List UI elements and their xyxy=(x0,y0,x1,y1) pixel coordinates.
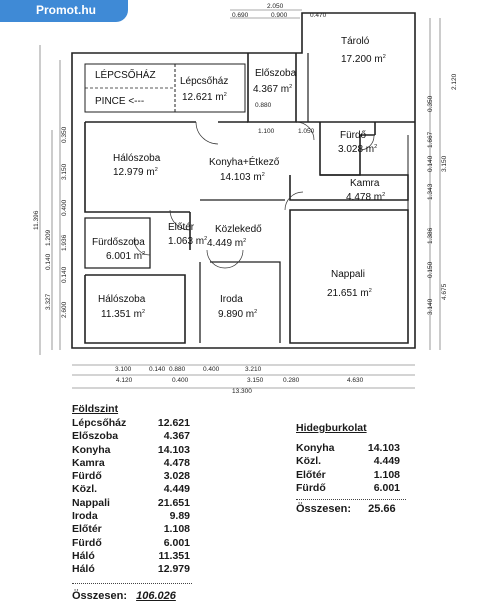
room-area-nappali: 21.651 $m^2$ xyxy=(327,288,372,299)
room-area-tarolo: 17.200 $m^2$ xyxy=(341,54,386,65)
room-area-furdoszoba: 6.001 $m^2$ xyxy=(106,251,146,262)
dim-left-1209: 1.209 xyxy=(45,229,52,246)
row-value: 21.651 xyxy=(157,496,190,509)
room-name-konyha: Konyha+Étkező xyxy=(209,157,280,168)
room-area-eloter: 1.063 $m^2$ xyxy=(168,236,208,247)
room-label-stairs: LÉPCSŐHÁZ xyxy=(95,70,156,81)
row-value: 14.103 xyxy=(157,443,190,456)
room-name-furdo: Fürdő xyxy=(340,130,367,141)
row-value: 6.001 xyxy=(163,536,190,549)
dim-bottom-row1-3: 0.400 xyxy=(203,366,220,373)
table-row xyxy=(296,482,400,495)
dim-left-3150: 3.150 xyxy=(61,163,68,180)
row-value: 12.621 xyxy=(157,417,190,429)
table-row xyxy=(296,455,400,468)
dim-left-0350: 0.350 xyxy=(61,126,68,143)
room-name-eloter: Előtér xyxy=(168,222,195,233)
dim-left-2600: 2.600 xyxy=(61,301,68,318)
dim-bottom-row2-1: 0.400 xyxy=(172,377,189,384)
room-name-kamra: Kamra xyxy=(350,178,380,189)
room-name-halo2: Hálószoba xyxy=(98,294,146,305)
row-name: Közl. xyxy=(72,483,98,496)
table-row xyxy=(72,523,190,536)
dim-inner-1050: 1.050 xyxy=(298,128,315,135)
table-row xyxy=(72,444,190,457)
row-value: 3.028 xyxy=(163,470,190,483)
total-label: Összesen: xyxy=(296,503,352,516)
row-name: Fürdő xyxy=(72,536,102,549)
dim-left-3327: 3.327 xyxy=(45,293,52,310)
dim-bottom-row1-2: 0.880 xyxy=(169,366,186,373)
table-row xyxy=(72,483,190,496)
dim-right-0150: 0.150 xyxy=(427,261,434,278)
dim-right-4675: 4.675 xyxy=(441,283,448,300)
room-name-tarolo: Tároló xyxy=(341,36,370,47)
table-row xyxy=(296,469,400,482)
table-row xyxy=(72,510,190,523)
room-area-iroda: 9.890 $m^2$ xyxy=(218,309,258,320)
hidegburkolat-total xyxy=(296,503,406,515)
row-value: 1.108 xyxy=(373,468,400,481)
row-name: Előtér xyxy=(296,468,326,481)
row-name: Közl. xyxy=(296,455,322,468)
dim-bottom-row2-4: 4.630 xyxy=(347,377,364,384)
room-name-lepcsohaz: Lépcsőház xyxy=(180,76,229,87)
dim-right-0140: 0.140 xyxy=(427,155,434,172)
dim-right-1343: 1.343 xyxy=(427,183,434,200)
table-row xyxy=(72,550,190,563)
table-row xyxy=(72,470,190,483)
row-value: 6.001 xyxy=(373,481,400,494)
foldszint-title: Földszint xyxy=(72,403,119,415)
table-row xyxy=(72,537,190,550)
row-name: Fürdő xyxy=(72,470,102,483)
dim-inner-0880: 0.880 xyxy=(255,102,272,109)
row-value: 4.478 xyxy=(163,456,190,469)
dim-right-3150: 3.150 xyxy=(441,155,448,172)
row-name: Iroda xyxy=(72,510,98,523)
hidegburkolat-table xyxy=(296,422,406,515)
dim-right-3140: 3.140 xyxy=(427,298,434,315)
row-name: Kamra xyxy=(72,456,105,469)
table-row xyxy=(72,497,190,510)
row-value: 4.367 xyxy=(163,430,190,443)
room-name-iroda: Iroda xyxy=(220,294,243,305)
dim-bottom-row2-0: 4.120 xyxy=(116,377,133,384)
row-value: 11.351 xyxy=(158,549,190,562)
dim-left-total: 11.396 xyxy=(33,210,40,230)
dim-left-0140b: 0.140 xyxy=(61,266,68,283)
total-value: 106.026 xyxy=(136,589,176,602)
dim-bottom-total: 13.300 xyxy=(232,388,252,395)
dim-right-2120: 2.120 xyxy=(451,73,458,90)
room-area-lepcsohaz: 12.621 $m^2$ xyxy=(182,92,227,103)
dim-top-total: 2.050 xyxy=(267,3,284,10)
total-value: 25.66 xyxy=(368,503,396,516)
room-label-pince: PINCE <--- xyxy=(95,96,145,107)
row-name: Előtér xyxy=(72,523,102,536)
room-area-furdo: 3.028 $m^2$ xyxy=(338,144,378,155)
row-name: Nappali xyxy=(72,496,110,509)
row-name: Háló xyxy=(72,563,95,576)
row-value: 14.103 xyxy=(367,442,400,454)
room-area-halo1: 12.979 $m^2$ xyxy=(113,167,158,178)
room-name-kozlekedo: Közlekedő xyxy=(215,224,262,235)
dim-right-1667: 1.667 xyxy=(427,131,434,148)
dim-right-1386: 1.386 xyxy=(427,227,434,244)
foldszint-table xyxy=(72,403,192,602)
table-row xyxy=(72,457,190,470)
row-value: 1.108 xyxy=(163,523,190,536)
row-name: Háló xyxy=(72,549,95,562)
dim-bottom-row1-1: 0.140 xyxy=(149,366,166,373)
dim-bottom-row2-3: 0.280 xyxy=(283,377,300,384)
table-row xyxy=(72,430,190,443)
hidegburkolat-title: Hidegburkolat xyxy=(296,422,367,434)
room-name-nappali: Nappali xyxy=(331,269,365,280)
room-area-konyha: 14.103 $m^2$ xyxy=(220,172,265,183)
room-name-eloszoba: Előszoba xyxy=(255,68,297,79)
row-name: Előszoba xyxy=(72,430,119,443)
row-value: 4.449 xyxy=(163,483,190,496)
dim-top-b: 0.900 xyxy=(271,12,288,19)
dim-left-0140: 0.140 xyxy=(45,253,52,270)
site-badge-text: Promot.hu xyxy=(36,3,96,17)
dim-top-a: 0.690 xyxy=(232,12,249,19)
row-value: 12.979 xyxy=(157,563,190,576)
total-label: Összesen: xyxy=(72,589,128,602)
row-name: Konyha xyxy=(72,443,111,456)
dim-left-0400: 0.400 xyxy=(61,199,68,216)
table-row xyxy=(72,563,190,576)
dim-right-0350: 0.350 xyxy=(427,95,434,112)
room-name-furdoszoba: Fürdőszoba xyxy=(92,237,145,248)
row-name: Konyha xyxy=(296,442,335,454)
dim-left-1936: 1.936 xyxy=(61,234,68,251)
room-area-kozlekedo: 4.449 $m^2$ xyxy=(207,238,247,249)
table-row xyxy=(72,417,190,430)
row-name: Lépcsőház xyxy=(72,417,127,429)
row-name: Fürdő xyxy=(296,481,326,494)
room-name-halo1: Hálószoba xyxy=(113,153,161,164)
room-area-eloszoba: 4.367 $m^2$ xyxy=(253,84,293,95)
dim-top-c: 0.470 xyxy=(310,12,327,19)
row-value: 9.89 xyxy=(169,510,190,523)
room-area-kamra: 4.478 $m^2$ xyxy=(346,192,386,203)
room-area-halo2: 11.351 $m^2$ xyxy=(101,309,146,320)
dim-bottom-row1-4: 3.210 xyxy=(245,366,262,373)
dim-bottom-row1-0: 3.100 xyxy=(115,366,132,373)
dim-bottom-row2-2: 3.150 xyxy=(247,377,264,384)
dim-inner-1100: 1.100 xyxy=(258,128,275,135)
row-value: 4.449 xyxy=(373,455,400,468)
table-row xyxy=(296,442,400,455)
